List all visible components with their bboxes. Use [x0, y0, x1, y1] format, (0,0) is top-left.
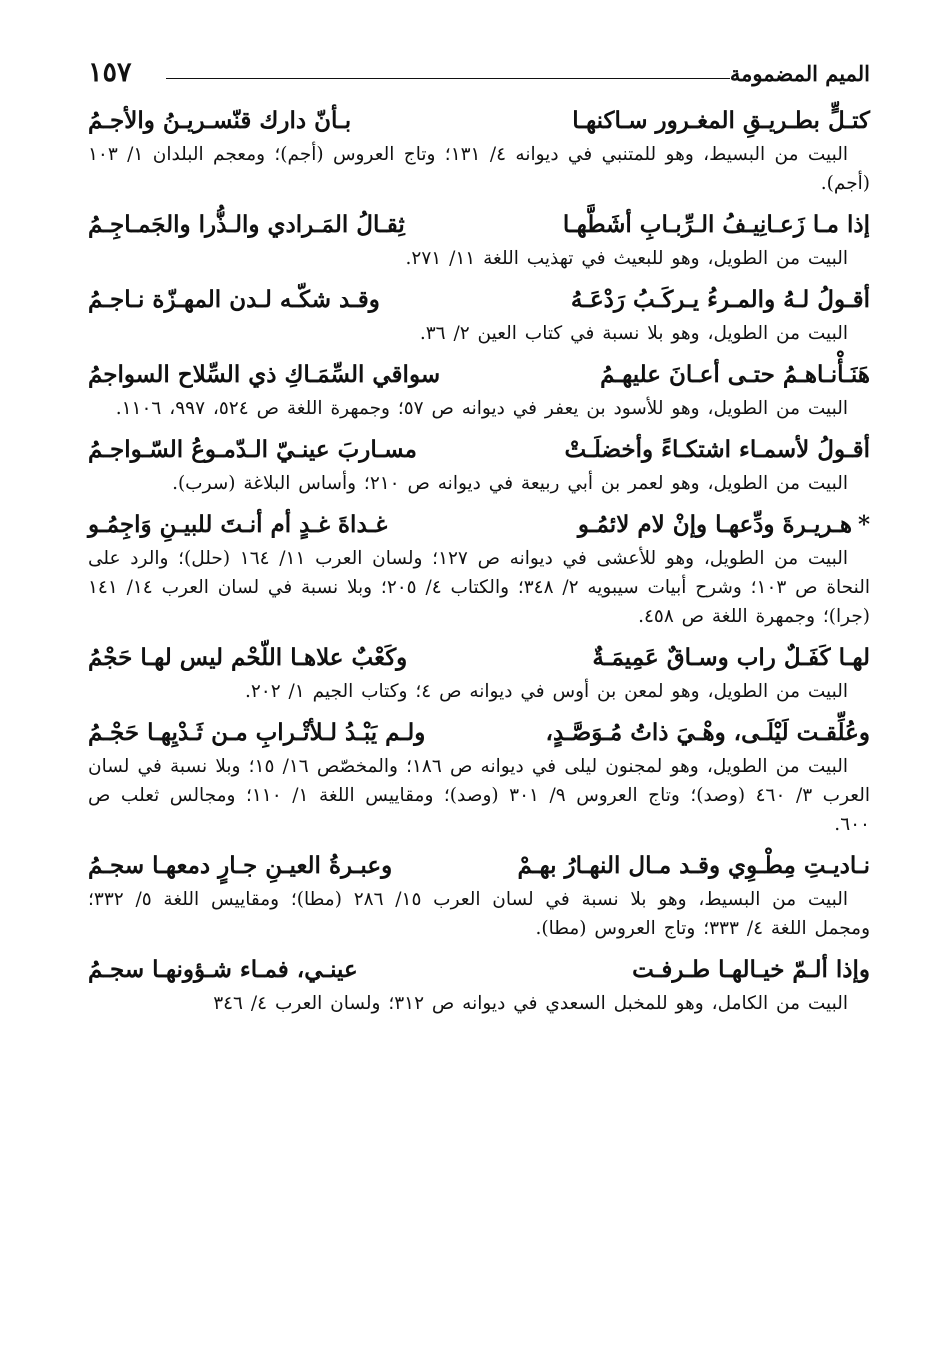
verse-entry [88, 714, 870, 839]
verse-note: البيت من الطويل، وهو لعمر بن أبي ربيعة في ديوانه ص ٢١٠؛ وأساس البلاغة (سرب). [172, 473, 848, 494]
verse-second-hemistich: وكَعْبٌ علاهـا اللّحْم ليس لهـا حَجْمُ [88, 644, 408, 671]
verse-note: البيت من الطويل، وهو بلا نسبة في كتاب العين ٢/ ٣٦. [419, 323, 848, 344]
verse-line [88, 102, 870, 140]
verse-line [88, 951, 870, 989]
verse-line [88, 281, 870, 319]
verse-note: البيت من الطويل، وهو للأعشى في ديوانه ص ١٢٧؛ ولسان العرب ١١/ ١٦٤ (حلل)؛ والرد على النحاة ص ١٠٣؛ وشرح أبيات سيبويه ٢/ ٣٤٨؛ والكتاب ٤/ ٢٠٥؛ وبلا نسبة في لسان العرب ١٤/ ١٤١ (جرا)؛ وجمهرة اللغة ص ٤٥٨. [88, 548, 870, 627]
verse-line [88, 506, 870, 544]
verse-first-hemistich: لهـا كَفَـلٌ راب وسـاقٌ عَمِيمَـةٌ [592, 644, 870, 671]
verse-second-hemistich: غـداةَ غـدٍ أم أنـتَ للبيـنِ وَاجِمُـو [88, 511, 388, 538]
chapter-title: الميم المضمومة [729, 61, 870, 86]
verse-line [88, 714, 870, 752]
verse-line [88, 847, 870, 885]
verse-first-hemistich: إذا مـا زَعـانِيـفُ الـرِّبـابِ أشَطَّهـا [562, 211, 870, 238]
verse-line [88, 639, 870, 677]
verse-line [88, 356, 870, 394]
header-rule [166, 78, 730, 79]
verse-note: البيت من الكامل، وهو للمخبل السعدي في ديوانه ص ٣١٢؛ ولسان العرب ٤/ ٣٤٦ [213, 993, 848, 1014]
verse-second-hemistich: ولـم يَبْـدُ لـلأتْـرابِ مـن ثَـدْيِهـا حَجْـمُ [88, 719, 426, 746]
page-number: ١٥٧ [88, 57, 132, 88]
verse-second-hemistich: عينـي، فمـاء شـؤونهـا سجـمُ [88, 956, 358, 983]
verse-entry [88, 639, 870, 706]
verse-line [88, 206, 870, 244]
verse-note: البيت من الطويل، وهو للأسود بن يعفر في ديوانه ص ٥٧؛ وجمهرة اللغة ص ٥٢٤، ٩٩٧، ١١٠٦. [115, 398, 848, 419]
verse-second-hemistich: بـأنّ دارك قنّسـريـنُ والأجـمُ [88, 107, 352, 134]
book-page [88, 58, 870, 1018]
verse-first-hemistich: وعُلِّقـت لَيْلَـى، وهْـيَ ذاتُ مُـوَصَّـدٍ، [545, 719, 870, 746]
verse-entry [88, 102, 870, 198]
verse-entry [88, 206, 870, 273]
verse-second-hemistich: وعبـرةُ العيـنِ جـارٍ دمعهـا سجـمُ [88, 852, 393, 879]
verse-first-text: هـريـرةَ ودِّعهـا وإنْ لام لائمُـو [577, 511, 852, 538]
verse-note: البيت من الطويل، وهو لمجنون ليلى في ديوانه ص ١٨٦؛ والمخصّص ١٦/ ١٥؛ وبلا نسبة في لسان العرب ٣/ ٤٦٠ (وصد)؛ وتاج العروس ٩/ ٣٠١ (وصد)؛ ومقاييس اللغة ١/ ١١٠؛ ومجالس ثعلب ص ٦٠٠. [88, 756, 870, 835]
verse-note: البيت من البسيط، وهو للمتنبي في ديوانه ٤/ ١٣١؛ وتاج العروس (أجم)؛ ومعجم البلدان ١/ ١٠٣ (أجم). [88, 144, 870, 194]
verse-first-hemistich: هَنَـأْنـاهـمُ حتـى أعـانَ عليهـمُ [600, 361, 870, 388]
verse-second-hemistich: ثِقـالُ المَـرادي والـذُّرا والجَمـاجِـمُ [88, 211, 405, 238]
page-header [88, 58, 870, 94]
verse-note: البيت من الطويل، وهو للبعيث في تهذيب اللغة ١١/ ٢٧١. [405, 248, 848, 269]
verse-first-hemistich: نـاديـتِ مِطْـوِي وقـد مـال النهـارُ بهـمْ [517, 852, 870, 879]
verse-first-hemistich: وإذا ألـمّ خيـالهـا طـرفـت [632, 956, 870, 983]
verse-line [88, 431, 870, 469]
verse-note: البيت من الطويل، وهو لمعن بن أوس في ديوانه ص ٤؛ وكتاب الجيم ١/ ٢٠٢. [244, 681, 848, 702]
verse-entry [88, 356, 870, 423]
verse-entry [88, 506, 870, 631]
verse-entry [88, 431, 870, 498]
verse-second-hemistich: سواقي السِّمَـاكِ ذي السِّلاح السواجمُ [88, 361, 441, 388]
verse-first-hemistich: كتـلٍّ بطـريـقِ المغـرور سـاكنهـا [572, 107, 870, 134]
verse-entry [88, 847, 870, 943]
verse-note: البيت من البسيط، وهو بلا نسبة في لسان العرب ١٥/ ٢٨٦ (مطا)؛ ومقاييس اللغة ٥/ ٣٣٢؛ ومجمل اللغة ٤/ ٣٣٣؛ وتاج العروس (مطا). [88, 889, 870, 939]
verse-second-hemistich: وقـد شكّـه لـدن المهـزّة نـاجـمُ [88, 286, 380, 313]
verse-first-hemistich [578, 506, 870, 544]
verse-first-hemistich: أقـولُ لأسمـاء اشتكـاءً وأخضلَـتْ [564, 436, 870, 463]
verse-entry [88, 951, 870, 1018]
verse-second-hemistich: مسـاربَ عينـيّ الـدّمـوعُ السّـواجـمُ [88, 436, 417, 463]
verse-first-hemistich: أقـولُ لـهُ والمـرءُ يـركَـبُ رَدْعَـهُ [570, 286, 870, 313]
verse-entry [88, 281, 870, 348]
asterisk-marker: * [857, 511, 870, 538]
